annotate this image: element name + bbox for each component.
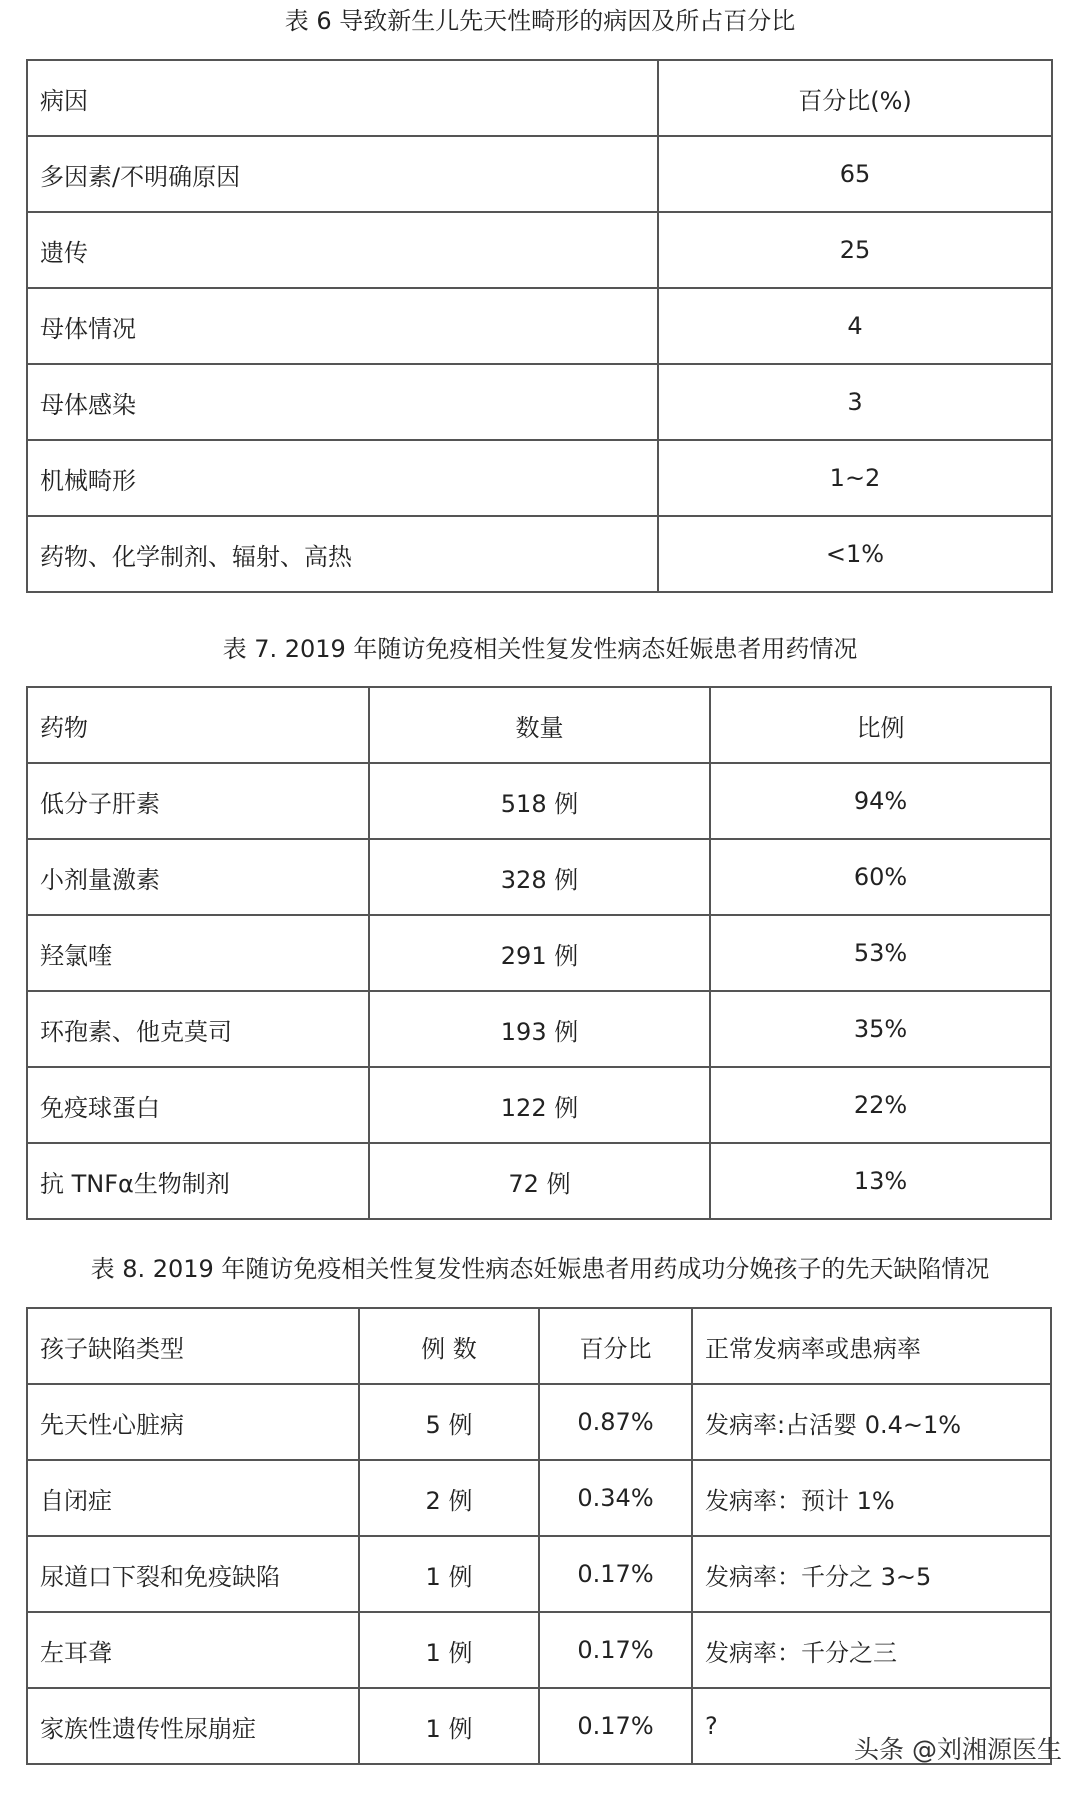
table-cell: 多因素/不明确原因 — [27, 136, 658, 212]
header-cell: 病因 — [27, 60, 658, 136]
table-row — [27, 1067, 1051, 1143]
table-row — [27, 364, 1052, 440]
header-cell: 正常发病率或患病率 — [692, 1308, 1051, 1384]
table-row — [27, 440, 1052, 516]
table-cell: 5 例 — [359, 1384, 539, 1460]
table-cell: 0.87% — [539, 1384, 692, 1460]
table6 — [26, 59, 1053, 593]
table-cell: 发病率：预计 1% — [692, 1460, 1051, 1536]
table-cell: 72 例 — [369, 1143, 710, 1219]
table-cell: 免疫球蛋白 — [27, 1067, 369, 1143]
table-cell: 0.17% — [539, 1612, 692, 1688]
table-header-row — [27, 687, 1051, 763]
table-row — [27, 915, 1051, 991]
table-cell: 122 例 — [369, 1067, 710, 1143]
table-row — [27, 763, 1051, 839]
table-row — [27, 839, 1051, 915]
table-header-row — [27, 1308, 1051, 1384]
table7 — [26, 686, 1052, 1220]
table-cell: 尿道口下裂和免疫缺陷 — [27, 1536, 359, 1612]
header-cell: 百分比 — [539, 1308, 692, 1384]
table-cell: 先天性心脏病 — [27, 1384, 359, 1460]
table-cell: 53% — [710, 915, 1051, 991]
table-row — [27, 288, 1052, 364]
table-cell: 自闭症 — [27, 1460, 359, 1536]
table-cell: 小剂量激素 — [27, 839, 369, 915]
table-cell: 94% — [710, 763, 1051, 839]
table8-title: 表 8. 2019 年随访免疫相关性复发性病态妊娠患者用药成功分娩孩子的先天缺陷情况 — [90, 1255, 990, 1283]
table-cell: 母体感染 — [27, 364, 658, 440]
table-cell: 遗传 — [27, 212, 658, 288]
table-row — [27, 1384, 1051, 1460]
table-cell: ? — [692, 1688, 1051, 1764]
table-row — [27, 1536, 1051, 1612]
table-cell: 25 — [658, 212, 1052, 288]
header-cell: 药物 — [27, 687, 369, 763]
table-cell: 发病率：千分之 3~5 — [692, 1536, 1051, 1612]
table-cell: 低分子肝素 — [27, 763, 369, 839]
table-cell: <1% — [658, 516, 1052, 592]
table-cell: 65 — [658, 136, 1052, 212]
table-cell: 22% — [710, 1067, 1051, 1143]
table-row — [27, 516, 1052, 592]
table-row — [27, 991, 1051, 1067]
table-cell: 35% — [710, 991, 1051, 1067]
table-cell: 328 例 — [369, 839, 710, 915]
table-cell: 2 例 — [359, 1460, 539, 1536]
table-cell: 0.17% — [539, 1536, 692, 1612]
table8 — [26, 1307, 1052, 1765]
table-cell: 60% — [710, 839, 1051, 915]
header-cell: 孩子缺陷类型 — [27, 1308, 359, 1384]
table-cell: 518 例 — [369, 763, 710, 839]
table-cell: 291 例 — [369, 915, 710, 991]
table-cell: 1~2 — [658, 440, 1052, 516]
table6-title: 表 6 导致新生儿先天性畸形的病因及所占百分比 — [284, 7, 796, 35]
table-cell: 3 — [658, 364, 1052, 440]
table-row — [27, 136, 1052, 212]
header-cell: 数量 — [369, 687, 710, 763]
table-cell: 13% — [710, 1143, 1051, 1219]
table-row — [27, 1460, 1051, 1536]
watermark: 头条 @刘湘源医生 — [854, 1735, 1062, 1764]
table-row — [27, 212, 1052, 288]
table-cell: 发病率：千分之三 — [692, 1612, 1051, 1688]
table-header-row — [27, 60, 1052, 136]
header-cell: 百分比(%) — [658, 60, 1052, 136]
header-cell: 比例 — [710, 687, 1051, 763]
table-cell: 环孢素、他克莫司 — [27, 991, 369, 1067]
table-cell: 左耳聋 — [27, 1612, 359, 1688]
table-cell: 母体情况 — [27, 288, 658, 364]
table-cell: 发病率:占活婴 0.4~1% — [692, 1384, 1051, 1460]
table-cell: 1 例 — [359, 1688, 539, 1764]
table-cell: 0.17% — [539, 1688, 692, 1764]
table-cell: 家族性遗传性尿崩症 — [27, 1688, 359, 1764]
table-cell: 0.34% — [539, 1460, 692, 1536]
table-cell: 4 — [658, 288, 1052, 364]
header-cell: 例 数 — [359, 1308, 539, 1384]
table-cell: 1 例 — [359, 1612, 539, 1688]
table-row — [27, 1143, 1051, 1219]
table7-title: 表 7. 2019 年随访免疫相关性复发性病态妊娠患者用药情况 — [222, 635, 858, 663]
table-row — [27, 1612, 1051, 1688]
table-cell: 药物、化学制剂、辐射、高热 — [27, 516, 658, 592]
table-cell: 193 例 — [369, 991, 710, 1067]
table-cell: 羟氯喹 — [27, 915, 369, 991]
table-cell: 抗 TNFα生物制剂 — [27, 1143, 369, 1219]
table-cell: 机械畸形 — [27, 440, 658, 516]
table-cell: 1 例 — [359, 1536, 539, 1612]
